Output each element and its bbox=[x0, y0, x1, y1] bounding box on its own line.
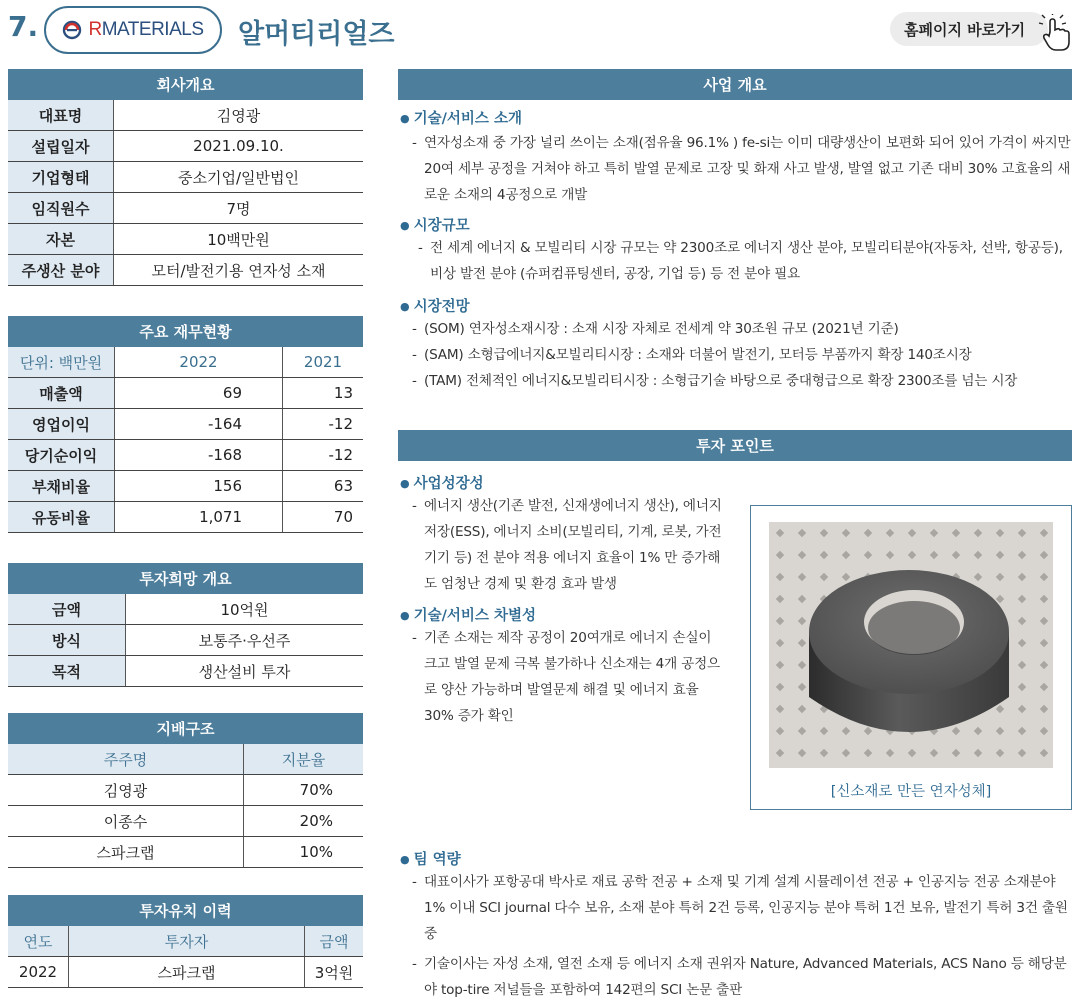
value-2022: -168 bbox=[115, 440, 283, 471]
row-value: 10억원 bbox=[126, 594, 364, 625]
table-row bbox=[8, 806, 363, 837]
share-header: 지분율 bbox=[244, 744, 364, 775]
row-label: 유동비율 bbox=[8, 502, 115, 533]
row-value: 보통주·우선주 bbox=[126, 625, 364, 656]
company-name: 알머티리얼즈 bbox=[238, 19, 395, 50]
table-header-row bbox=[8, 926, 363, 957]
paragraph: - 기술이사는 자성 소재, 열전 소재 등 에너지 소재 권위자 Nature, Advanced Materials, ACS Nano 등 해당분야 top-tire 저널들을 포함하여 142편의 SCI 논문 출판 bbox=[412, 956, 1067, 998]
year-header: 2022 bbox=[115, 347, 283, 378]
financials-title: 주요 재무현황 bbox=[8, 316, 363, 347]
paragraph: - (SAM) 소형급에너지&모빌리티시장 : 소재와 더불어 발전기, 모터등 부품까지 확장 140조시장 bbox=[412, 347, 972, 363]
financials-table bbox=[8, 347, 363, 533]
section-number: 7. bbox=[8, 10, 39, 43]
row-label: 매출액 bbox=[8, 378, 115, 409]
row-value: 10백만원 bbox=[114, 224, 364, 255]
table-row bbox=[8, 255, 363, 286]
row-label: 목적 bbox=[8, 656, 126, 687]
table-row bbox=[8, 378, 363, 409]
shareholder-share: 10% bbox=[244, 837, 364, 868]
paragraph: - (SOM) 연자성소재시장 : 소재 시장 자체로 전세계 약 30조원 규모 (2021년 기준) bbox=[412, 321, 899, 337]
table-row bbox=[8, 440, 363, 471]
investment-history-table bbox=[8, 926, 363, 988]
photo-caption: [신소재로 만든 연자성체] bbox=[830, 784, 992, 800]
value-2021: 13 bbox=[283, 378, 363, 409]
table-row bbox=[8, 471, 363, 502]
logo-mark-icon bbox=[62, 20, 82, 40]
table-row bbox=[8, 957, 363, 988]
table-row bbox=[8, 625, 363, 656]
row-value: 중소기업/일반법인 bbox=[114, 162, 364, 193]
row-value: 생산설비 투자 bbox=[126, 656, 364, 687]
photo-frame bbox=[750, 505, 1072, 810]
company-logo bbox=[44, 6, 222, 54]
table-header-row bbox=[8, 744, 363, 775]
row-label: 부채비율 bbox=[8, 471, 115, 502]
governance-table bbox=[8, 744, 363, 868]
table-row bbox=[8, 656, 363, 687]
value-2021: 63 bbox=[283, 471, 363, 502]
value-2022: -164 bbox=[115, 409, 283, 440]
section-heading: ● 시장규모 bbox=[400, 218, 470, 234]
investment-points-title: 투자 포인트 bbox=[398, 430, 1072, 461]
section-heading: ● 팀 역량 bbox=[400, 852, 461, 868]
section-heading: ● 기술/서비스 소개 bbox=[400, 111, 523, 127]
section-heading: ● 기술/서비스 차별성 bbox=[400, 608, 537, 624]
shareholder-name: 스파크랩 bbox=[8, 837, 244, 868]
table-row bbox=[8, 224, 363, 255]
paragraph: - (TAM) 전체적인 에너지&모빌리티시장 : 소형급기술 바탕으로 중대형급으로 확장 2300조를 넘는 시장 bbox=[412, 373, 1018, 389]
value-2021: -12 bbox=[283, 440, 363, 471]
row-value: 모터/발전기용 연자성 소재 bbox=[114, 255, 364, 286]
row-label: 대표명 bbox=[8, 100, 114, 131]
paragraph: - 전 세계 에너지 & 모빌리티 시장 규모는 약 2300조로 에너지 생산 분야, 모빌리티분야(자동차, 선박, 항공등), 비상 발전 분야 (슈퍼컴퓨팅센터, 공장, 기업 등) 등 전 분야 필요 bbox=[418, 240, 1063, 282]
value-2021: -12 bbox=[283, 409, 363, 440]
row-value: 2021.09.10. bbox=[114, 131, 364, 162]
investment-wish-table bbox=[8, 594, 363, 687]
row-label: 당기순이익 bbox=[8, 440, 115, 471]
investment-wish-title: 투자희망 개요 bbox=[8, 563, 363, 594]
homepage-button[interactable] bbox=[890, 12, 1048, 46]
row-label: 영업이익 bbox=[8, 409, 115, 440]
shareholder-header: 주주명 bbox=[8, 744, 244, 775]
table-row bbox=[8, 162, 363, 193]
section-heading: ● 사업성장성 bbox=[400, 476, 484, 492]
pointer-hand-icon bbox=[1036, 14, 1076, 54]
investment-history-title: 투자유치 이력 bbox=[8, 895, 363, 926]
table-row bbox=[8, 837, 363, 868]
table-row bbox=[8, 131, 363, 162]
row-label: 자본 bbox=[8, 224, 114, 255]
row-value: 김영광 bbox=[114, 100, 364, 131]
shareholder-share: 20% bbox=[244, 806, 364, 837]
table-row bbox=[8, 502, 363, 533]
soft-magnetic-ring-photo bbox=[769, 522, 1053, 768]
paragraph: - 에너지 생산(기존 발전, 신재생에너지 생산), 에너지 저장(ESS), 에너지 소비(모빌리티, 기계, 로봇, 가전기기 등) 전 분야 적용 에너지 효율이 1% 만 증가해도 엄청난 경제 및 환경 효과 발생 bbox=[412, 498, 722, 592]
paragraph: - 연자성소재 중 가장 널리 쓰이는 소재(점유율 96.1% ) fe-si는 이미 대량생산이 보편화 되어 있어 가격이 싸지만 20여 세부 공정을 거쳐야 하고 특히 발열 문제로 고장 및 화재 사고 발생, 발열 없고 기존 대비 30% 고효율의 새로운 소재의 4공정으로 개발 bbox=[412, 135, 1071, 203]
shareholder-share: 70% bbox=[244, 775, 364, 806]
company-overview-table bbox=[8, 100, 363, 286]
table-row bbox=[8, 775, 363, 806]
value-2022: 1,071 bbox=[115, 502, 283, 533]
unit-label: 단위: 백만원 bbox=[8, 347, 115, 378]
logo-text: RMATERIALS bbox=[88, 19, 204, 40]
shareholder-name: 이종수 bbox=[8, 806, 244, 837]
value-2021: 70 bbox=[283, 502, 363, 533]
row-label: 방식 bbox=[8, 625, 126, 656]
row-label: 주생산 분야 bbox=[8, 255, 114, 286]
shareholder-name: 김영광 bbox=[8, 775, 244, 806]
company-overview-title: 회사개요 bbox=[8, 69, 363, 100]
year-header: 2021 bbox=[283, 347, 363, 378]
table-row bbox=[8, 193, 363, 224]
value-2022: 69 bbox=[115, 378, 283, 409]
investor-header: 투자자 bbox=[69, 926, 305, 957]
section-heading: ● 시장전망 bbox=[400, 299, 470, 315]
homepage-button-label: 홈페이지 바로가기 bbox=[904, 20, 1026, 39]
history-investor: 스파크랩 bbox=[69, 957, 305, 988]
row-label: 설립일자 bbox=[8, 131, 114, 162]
paragraph: - 대표이사가 포항공대 박사로 재료 공학 전공 + 소재 및 기계 설계 시뮬레이션 전공 + 인공지능 전공 소재분야 1% 이내 SCI journal 다수 보유, 소재 분야 특허 2건 등록, 인공지능 분야 특허 1건 보유, 발전기 특허 3건 출원 중 bbox=[412, 874, 1068, 942]
row-label: 금액 bbox=[8, 594, 126, 625]
amount-header: 금액 bbox=[305, 926, 364, 957]
governance-title: 지배구조 bbox=[8, 713, 363, 744]
table-row bbox=[8, 100, 363, 131]
row-label: 기업형태 bbox=[8, 162, 114, 193]
row-label: 임직원수 bbox=[8, 193, 114, 224]
row-value: 7명 bbox=[114, 193, 364, 224]
paragraph: - 기존 소재는 제작 공정이 20여개로 에너지 손실이 크고 발열 문제 극복 불가하나 신소재는 4개 공정으로 양산 가능하며 발열문제 해결 및 에너지 효율 30% 증가 확인 bbox=[412, 630, 720, 724]
table-header-row bbox=[8, 347, 363, 378]
value-2022: 156 bbox=[115, 471, 283, 502]
year-header: 연도 bbox=[8, 926, 69, 957]
history-amount: 3억원 bbox=[305, 957, 364, 988]
history-year: 2022 bbox=[8, 957, 69, 988]
table-row bbox=[8, 594, 363, 625]
table-row bbox=[8, 409, 363, 440]
business-overview-title: 사업 개요 bbox=[398, 69, 1072, 100]
